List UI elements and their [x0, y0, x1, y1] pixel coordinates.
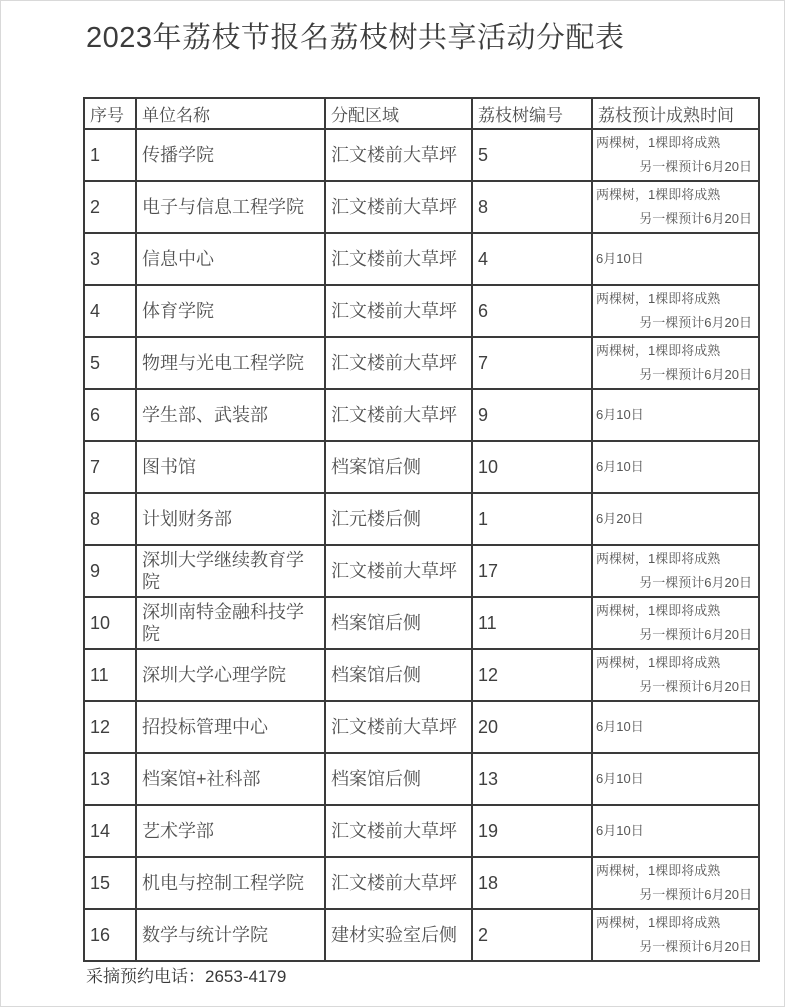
ripening-time-line1: 两棵树，1棵即将成熟 — [596, 134, 721, 150]
ripening-time-date: 6月20日 — [596, 510, 644, 526]
cell-tree-number: 18 — [472, 857, 592, 909]
cell-serial-number: 9 — [84, 545, 136, 597]
table-row — [84, 545, 759, 597]
cell-ripening-time — [592, 129, 759, 181]
cell-ripening-time — [592, 909, 759, 961]
cell-serial-number: 2 — [84, 181, 136, 233]
table-header-row — [84, 98, 759, 129]
cell-allocated-area: 汇文楼前大草坪 — [325, 233, 472, 285]
cell-ripening-time — [592, 649, 759, 701]
cell-serial-number: 5 — [84, 337, 136, 389]
table-row — [84, 649, 759, 701]
ripening-time-line2: 另一棵预计6月20日 — [639, 679, 752, 694]
page-title: 2023年荔枝节报名荔枝树共享活动分配表 — [86, 22, 625, 54]
ripening-time-date: 6月10日 — [596, 822, 644, 838]
cell-allocated-area: 档案馆后侧 — [325, 753, 472, 805]
ripening-time-date: 6月10日 — [596, 770, 644, 786]
cell-unit-name: 计划财务部 — [136, 493, 325, 545]
cell-tree-number: 2 — [472, 909, 592, 961]
cell-ripening-time — [592, 233, 759, 285]
cell-allocated-area: 建材实验室后侧 — [325, 909, 472, 961]
cell-serial-number: 11 — [84, 649, 136, 701]
cell-serial-number: 6 — [84, 389, 136, 441]
cell-allocated-area: 汇文楼前大草坪 — [325, 389, 472, 441]
cell-tree-number: 8 — [472, 181, 592, 233]
cell-unit-name: 体育学院 — [136, 285, 325, 337]
column-header-4: 荔枝预计成熟时间 — [592, 98, 759, 129]
table-row — [84, 285, 759, 337]
cell-ripening-time — [592, 701, 759, 753]
ripening-time-line2: 另一棵预计6月20日 — [639, 939, 752, 954]
booking-phone-note: 采摘预约电话：2653-4179 — [86, 967, 287, 986]
ripening-time-line2: 另一棵预计6月20日 — [639, 159, 752, 174]
cell-unit-name: 深圳南特金融科技学院 — [136, 597, 325, 649]
cell-serial-number: 16 — [84, 909, 136, 961]
cell-tree-number: 4 — [472, 233, 592, 285]
cell-ripening-time — [592, 545, 759, 597]
ripening-time-date: 6月10日 — [596, 406, 644, 422]
cell-allocated-area: 汇文楼前大草坪 — [325, 129, 472, 181]
cell-serial-number: 7 — [84, 441, 136, 493]
cell-ripening-time — [592, 753, 759, 805]
cell-serial-number: 8 — [84, 493, 136, 545]
cell-unit-name: 深圳大学继续教育学院 — [136, 545, 325, 597]
cell-tree-number: 12 — [472, 649, 592, 701]
cell-tree-number: 5 — [472, 129, 592, 181]
cell-allocated-area: 汇文楼前大草坪 — [325, 805, 472, 857]
table-row — [84, 805, 759, 857]
cell-ripening-time — [592, 285, 759, 337]
table-row — [84, 753, 759, 805]
ripening-time-line1: 两棵树，1棵即将成熟 — [596, 862, 721, 878]
column-header-2: 分配区域 — [325, 98, 472, 129]
cell-unit-name: 机电与控制工程学院 — [136, 857, 325, 909]
ripening-time-line2: 另一棵预计6月20日 — [639, 627, 752, 642]
cell-unit-name: 信息中心 — [136, 233, 325, 285]
cell-ripening-time — [592, 857, 759, 909]
ripening-time-line1: 两棵树，1棵即将成熟 — [596, 186, 721, 202]
ripening-time-line2: 另一棵预计6月20日 — [639, 367, 752, 382]
table-row — [84, 441, 759, 493]
cell-tree-number: 19 — [472, 805, 592, 857]
ripening-time-date: 6月10日 — [596, 718, 644, 734]
ripening-time-line2: 另一棵预计6月20日 — [639, 575, 752, 590]
cell-unit-name: 物理与光电工程学院 — [136, 337, 325, 389]
cell-ripening-time — [592, 441, 759, 493]
cell-tree-number: 7 — [472, 337, 592, 389]
ripening-time-line1: 两棵树，1棵即将成熟 — [596, 290, 721, 306]
cell-ripening-time — [592, 337, 759, 389]
cell-ripening-time — [592, 389, 759, 441]
cell-allocated-area: 档案馆后侧 — [325, 649, 472, 701]
cell-ripening-time — [592, 597, 759, 649]
cell-ripening-time — [592, 805, 759, 857]
cell-ripening-time — [592, 493, 759, 545]
cell-unit-name: 深圳大学心理学院 — [136, 649, 325, 701]
table-row — [84, 129, 759, 181]
cell-serial-number: 14 — [84, 805, 136, 857]
cell-unit-name: 数学与统计学院 — [136, 909, 325, 961]
ripening-time-line1: 两棵树，1棵即将成熟 — [596, 550, 721, 566]
cell-serial-number: 4 — [84, 285, 136, 337]
cell-unit-name: 艺术学部 — [136, 805, 325, 857]
cell-allocated-area: 汇文楼前大草坪 — [325, 337, 472, 389]
table-body — [84, 129, 759, 961]
cell-tree-number: 11 — [472, 597, 592, 649]
cell-tree-number: 13 — [472, 753, 592, 805]
cell-serial-number: 15 — [84, 857, 136, 909]
cell-allocated-area: 汇文楼前大草坪 — [325, 181, 472, 233]
cell-serial-number: 13 — [84, 753, 136, 805]
column-header-0: 序号 — [84, 98, 136, 129]
cell-serial-number: 12 — [84, 701, 136, 753]
ripening-time-line2: 另一棵预计6月20日 — [639, 887, 752, 902]
ripening-time-date: 6月10日 — [596, 250, 644, 266]
ripening-time-line2: 另一棵预计6月20日 — [639, 211, 752, 226]
cell-serial-number: 1 — [84, 129, 136, 181]
table-row — [84, 493, 759, 545]
cell-allocated-area: 汇文楼前大草坪 — [325, 857, 472, 909]
cell-ripening-time — [592, 181, 759, 233]
table-row — [84, 909, 759, 961]
cell-allocated-area: 汇元楼后侧 — [325, 493, 472, 545]
cell-tree-number: 10 — [472, 441, 592, 493]
cell-unit-name: 图书馆 — [136, 441, 325, 493]
cell-tree-number: 6 — [472, 285, 592, 337]
ripening-time-line1: 两棵树，1棵即将成熟 — [596, 602, 721, 618]
table-row — [84, 337, 759, 389]
cell-unit-name: 学生部、武装部 — [136, 389, 325, 441]
cell-allocated-area: 汇文楼前大草坪 — [325, 285, 472, 337]
ripening-time-line2: 另一棵预计6月20日 — [639, 315, 752, 330]
cell-serial-number: 10 — [84, 597, 136, 649]
cell-unit-name: 档案馆+社科部 — [136, 753, 325, 805]
ripening-time-line1: 两棵树，1棵即将成熟 — [596, 914, 721, 930]
cell-unit-name: 传播学院 — [136, 129, 325, 181]
cell-tree-number: 20 — [472, 701, 592, 753]
table-row — [84, 857, 759, 909]
column-header-1: 单位名称 — [136, 98, 325, 129]
table-row — [84, 181, 759, 233]
table-row — [84, 233, 759, 285]
table-row — [84, 389, 759, 441]
cell-tree-number: 9 — [472, 389, 592, 441]
cell-tree-number: 17 — [472, 545, 592, 597]
cell-tree-number: 1 — [472, 493, 592, 545]
ripening-time-line1: 两棵树，1棵即将成熟 — [596, 654, 721, 670]
allocation-table — [83, 97, 760, 962]
cell-unit-name: 电子与信息工程学院 — [136, 181, 325, 233]
table-row — [84, 701, 759, 753]
table-row — [84, 597, 759, 649]
cell-allocated-area: 汇文楼前大草坪 — [325, 545, 472, 597]
ripening-time-line1: 两棵树，1棵即将成熟 — [596, 342, 721, 358]
cell-allocated-area: 档案馆后侧 — [325, 597, 472, 649]
cell-allocated-area: 档案馆后侧 — [325, 441, 472, 493]
ripening-time-date: 6月10日 — [596, 458, 644, 474]
cell-serial-number: 3 — [84, 233, 136, 285]
cell-allocated-area: 汇文楼前大草坪 — [325, 701, 472, 753]
column-header-3: 荔枝树编号 — [472, 98, 592, 129]
cell-unit-name: 招投标管理中心 — [136, 701, 325, 753]
